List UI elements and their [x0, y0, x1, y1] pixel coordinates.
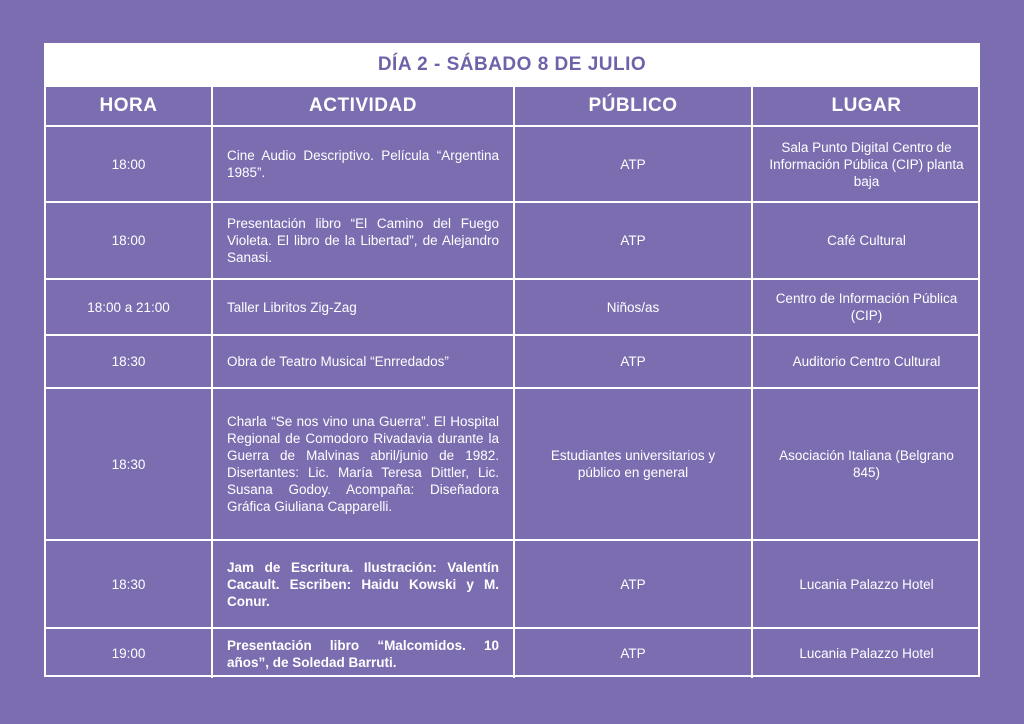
cell-actividad: Obra de Teatro Musical “Enrredados”	[212, 335, 514, 388]
header-actividad: ACTIVIDAD	[212, 87, 514, 126]
table-row	[46, 540, 980, 628]
table-row	[46, 335, 980, 388]
cell-hora: 18:30	[46, 540, 212, 628]
cell-actividad: Taller Libritos Zig-Zag	[212, 279, 514, 335]
cell-publico: ATP	[514, 202, 752, 279]
header-lugar: LUGAR	[752, 87, 980, 126]
cell-publico: ATP	[514, 335, 752, 388]
cell-lugar: Sala Punto Digital Centro de Información Pública (CIP) planta baja	[752, 126, 980, 202]
cell-publico: ATP	[514, 628, 752, 678]
table-row	[46, 628, 980, 678]
header-row	[46, 87, 980, 126]
cell-lugar: Café Cultural	[752, 202, 980, 279]
cell-hora: 18:00 a 21:00	[46, 279, 212, 335]
cell-actividad: Presentación libro “El Camino del Fuego Violeta. El libro de la Libertad”, de Alejandro Sanasi.	[212, 202, 514, 279]
cell-lugar: Asociación Italiana (Belgrano 845)	[752, 388, 980, 540]
header-hora: HORA	[46, 87, 212, 126]
cell-hora: 18:30	[46, 388, 212, 540]
cell-publico: ATP	[514, 126, 752, 202]
cell-hora: 18:00	[46, 202, 212, 279]
cell-lugar: Auditorio Centro Cultural	[752, 335, 980, 388]
cell-lugar: Lucania Palazzo Hotel	[752, 540, 980, 628]
table-row	[46, 202, 980, 279]
schedule-table	[44, 43, 980, 677]
cell-actividad: Cine Audio Descriptivo. Película “Argentina 1985”.	[212, 126, 514, 202]
cell-hora: 18:30	[46, 335, 212, 388]
cell-actividad: Presentación libro “Malcomidos. 10 años”, de Soledad Barruti.	[212, 628, 514, 678]
cell-publico: ATP	[514, 540, 752, 628]
schedule-grid	[46, 87, 980, 678]
cell-hora: 19:00	[46, 628, 212, 678]
table-row	[46, 279, 980, 335]
table-row	[46, 388, 980, 540]
cell-actividad: Charla “Se nos vino una Guerra”. El Hospital Regional de Comodoro Rivadavia durante la Guerra de Malvinas abril/junio de 1982. Disertantes: Lic. María Teresa Dittler, Lic. Susana Godoy. Acompaña: Diseñadora Gráfica Giuliana Capparelli.	[212, 388, 514, 540]
cell-lugar: Lucania Palazzo Hotel	[752, 628, 980, 678]
cell-publico: Niños/as	[514, 279, 752, 335]
header-publico: PÚBLICO	[514, 87, 752, 126]
cell-actividad: Jam de Escritura. Ilustración: Valentín Cacault. Escriben: Haidu Kowski y M. Conur.	[212, 540, 514, 628]
cell-publico: Estudiantes universitarios y público en general	[514, 388, 752, 540]
cell-lugar: Centro de Información Pública (CIP)	[752, 279, 980, 335]
cell-hora: 18:00	[46, 126, 212, 202]
table-row	[46, 126, 980, 202]
day-title: DÍA 2 - SÁBADO 8 DE JULIO	[46, 45, 978, 87]
